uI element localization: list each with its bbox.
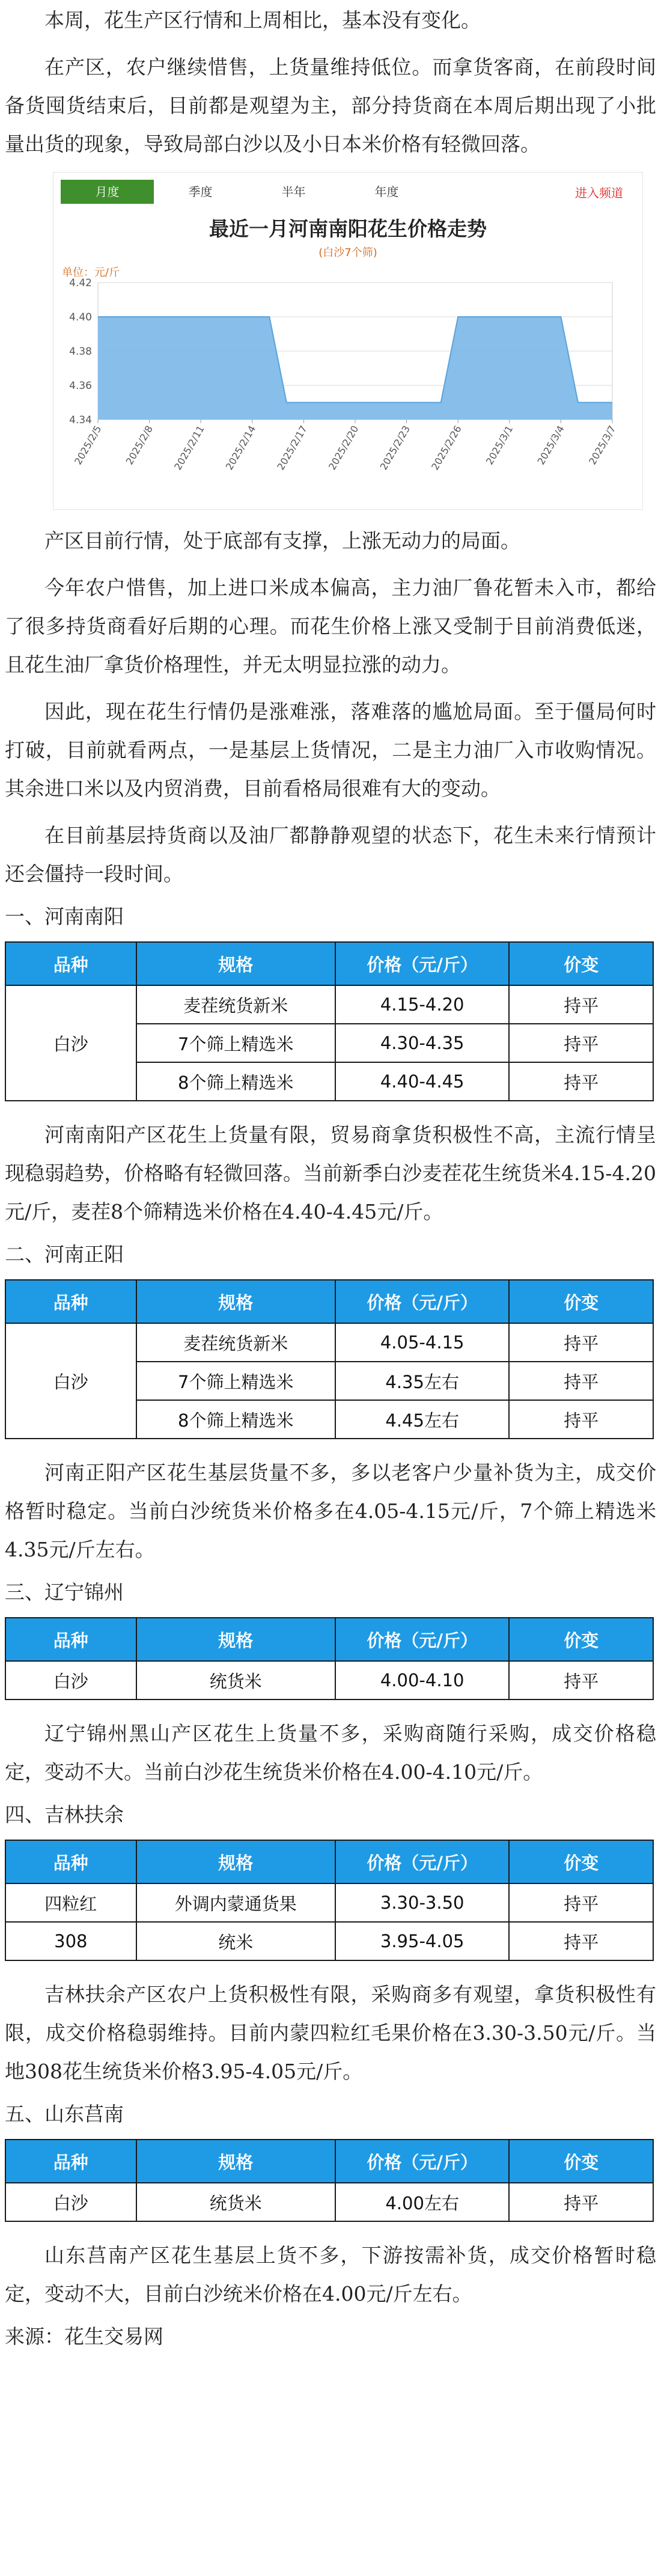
x-tick-label: 2025/3/1: [483, 423, 516, 467]
region-title: 二、河南正阳: [5, 1243, 124, 1266]
analysis-paragraph-4: 在目前基层持货商以及油厂都静静观望的状态下，花生未来行情预计还会僵持一段时间。: [5, 824, 656, 886]
change-cell: 持平: [509, 1400, 653, 1439]
analysis-paragraph-2: 今年农户惜售，加上进口米成本偏高，主力油厂鲁花暂未入市，都给了很多持货商看好后期的心理。而花生价格上涨又受制于目前消费低迷，且花生油厂拿货价格理性，并无太明显拉涨的动力。: [5, 576, 656, 676]
variety-cell: 白沙: [5, 2183, 136, 2221]
header-change: 价变: [509, 1280, 653, 1323]
table-row: [5, 1323, 653, 1362]
change-cell: 持平: [509, 2183, 653, 2221]
table-header-row: [5, 1840, 653, 1883]
table-header-row: [5, 1280, 653, 1323]
header-spec: 规格: [136, 1840, 335, 1883]
region-title: 一、河南南阳: [5, 905, 124, 928]
variety-cell: 白沙: [5, 1323, 136, 1439]
price-chart-widget: [53, 172, 643, 510]
spec-cell: 统货米: [136, 2183, 335, 2221]
y-tick-label: 4.40: [69, 311, 92, 323]
variety-cell: 四粒红: [5, 1883, 136, 1922]
spec-cell: 麦茬统货新米: [136, 985, 335, 1024]
spec-cell: 7个筛上精选米: [136, 1362, 335, 1400]
table-row: [5, 1922, 653, 1960]
price-table: [5, 1279, 654, 1439]
change-cell: 持平: [509, 1323, 653, 1362]
price-cell: 4.35左右: [335, 1362, 510, 1400]
header-change: 价变: [509, 1840, 653, 1883]
tab-quarterly[interactable]: 季度: [188, 185, 213, 199]
change-cell: 持平: [509, 1024, 653, 1062]
table-row: [5, 1661, 653, 1699]
variety-cell: 白沙: [5, 1661, 136, 1699]
header-spec: 规格: [136, 1280, 335, 1323]
intro-paragraph-2: 在产区，农户继续惜售，上货量维持低位。而拿货客商，在前段时间备货囤货结束后，目前都是观望为主，部分持货商在本周后期出现了小批量出货的现象，导致局部白沙以及小日本米价格有轻微回落。: [5, 55, 656, 156]
price-table: [5, 1840, 654, 1961]
variety-cell: 白沙: [5, 985, 136, 1101]
article: [0, 1, 661, 2352]
y-tick-label: 4.34: [69, 414, 92, 426]
table-row: [5, 2183, 653, 2221]
x-tick-label: 2025/2/26: [429, 423, 464, 473]
y-tick-label: 4.36: [69, 380, 92, 392]
change-cell: 持平: [509, 1661, 653, 1699]
x-tick-label: 2025/2/14: [223, 423, 258, 473]
header-spec: 规格: [136, 1618, 335, 1661]
enter-channel-link[interactable]: 进入频道: [575, 185, 623, 200]
x-tick-label: 2025/2/17: [275, 423, 309, 473]
tab-yearly[interactable]: 年度: [374, 185, 399, 199]
spec-cell: 8个筛上精选米: [136, 1400, 335, 1439]
x-tick-label: 2025/2/23: [377, 423, 413, 473]
header-price: 价格（元/斤）: [335, 2140, 510, 2183]
tab-half-year[interactable]: 半年: [281, 185, 306, 199]
header-variety: 品种: [5, 2140, 136, 2183]
period-tabs: [53, 173, 642, 205]
source-line: 来源：花生交易网: [5, 2325, 163, 2348]
region-title: 五、山东莒南: [5, 2102, 124, 2126]
chart-subtitle: (白沙7个筛): [318, 246, 377, 259]
region-description: 辽宁锦州黑山产区花生上货量不多，采购商随行采购，成交价格稳定，变动不大。当前白沙花生统货米价格在4.00-4.10元/斤。: [5, 1722, 656, 1784]
spec-cell: 8个筛上精选米: [136, 1062, 335, 1101]
header-variety: 品种: [5, 942, 136, 985]
variety-cell: 308: [5, 1922, 136, 1960]
x-tick-label: 2025/3/4: [535, 423, 567, 467]
spec-cell: 7个筛上精选米: [136, 1024, 335, 1062]
table-row: [5, 985, 653, 1024]
header-price: 价格（元/斤）: [335, 942, 510, 985]
region-description: 河南正阳产区花生基层货量不多，多以老客户少量补货为主，成交价格暂时稳定。当前白沙统货米价格多在4.05-4.15元/斤，7个筛上精选米4.35元/斤左右。: [5, 1461, 656, 1561]
header-change: 价变: [509, 942, 653, 985]
x-tick-label: 2025/2/8: [123, 423, 156, 467]
price-cell: 4.00左右: [335, 2183, 510, 2221]
price-area-chart: [53, 278, 642, 509]
change-cell: 持平: [509, 1922, 653, 1960]
table-row: [5, 1883, 653, 1922]
chart-title: 最近一月河南南阳花生价格走势: [209, 217, 487, 240]
region-title: 四、吉林扶余: [5, 1803, 124, 1826]
spec-cell: 统米: [136, 1922, 335, 1960]
change-cell: 持平: [509, 1883, 653, 1922]
x-tick-label: 2025/2/5: [72, 423, 104, 467]
header-price: 价格（元/斤）: [335, 1618, 510, 1661]
y-tick-label: 4.38: [69, 346, 92, 358]
x-tick-label: 2025/2/20: [326, 423, 361, 473]
price-cell: 4.00-4.10: [335, 1661, 510, 1699]
price-cell: 4.05-4.15: [335, 1323, 510, 1362]
region-description: 山东莒南产区花生基层上货不多，下游按需补货，成交价格暂时稳定，变动不大，目前白沙统米价格在4.00元/斤左右。: [5, 2244, 656, 2305]
analysis-paragraph-1: 产区目前行情，处于底部有支撑，上涨无动力的局面。: [44, 529, 520, 552]
region-description: 吉林扶余产区农户上货积极性有限，采购商多有观望，拿货积极性有限，成交价格稳弱维持。目前内蒙四粒红毛果价格在3.30-3.50元/斤。当地308花生统货米价格3.95-4.05元/斤。: [5, 1983, 656, 2083]
price-cell: 4.40-4.45: [335, 1062, 510, 1101]
header-change: 价变: [509, 2140, 653, 2183]
header-change: 价变: [509, 1618, 653, 1661]
header-variety: 品种: [5, 1618, 136, 1661]
table-header-row: [5, 1618, 653, 1661]
price-cell: 4.45左右: [335, 1400, 510, 1439]
intro-paragraph-1: 本周，花生产区行情和上周相比，基本没有变化。: [44, 8, 481, 32]
price-table: [5, 2139, 654, 2222]
y-tick-label: 4.42: [69, 278, 92, 289]
region-title: 三、辽宁锦州: [5, 1580, 124, 1604]
header-price: 价格（元/斤）: [335, 1840, 510, 1883]
tab-monthly[interactable]: 月度: [61, 180, 154, 204]
price-cell: 3.95-4.05: [335, 1922, 510, 1960]
analysis-paragraph-3: 因此，现在花生行情仍是涨难涨，落难落的尴尬局面。至于僵局何时打破，目前就看两点，一是基层上货情况，二是主力油厂入市收购情况。其余进口米以及内贸消费，目前看格局很难有大的变动。: [5, 700, 656, 800]
header-variety: 品种: [5, 1280, 136, 1323]
price-table: [5, 941, 654, 1101]
price-cell: 3.30-3.50: [335, 1883, 510, 1922]
header-spec: 规格: [136, 942, 335, 985]
header-variety: 品种: [5, 1840, 136, 1883]
change-cell: 持平: [509, 1362, 653, 1400]
spec-cell: 麦茬统货新米: [136, 1323, 335, 1362]
price-cell: 4.30-4.35: [335, 1024, 510, 1062]
region-description: 河南南阳产区花生上货量有限，贸易商拿货积极性不高，主流行情呈现稳弱趋势，价格略有轻微回落。当前新季白沙麦茬花生统货米4.15-4.20元/斤，麦茬8个筛精选米价格在4.40-4.45元/斤。: [5, 1123, 656, 1223]
spec-cell: 外调内蒙通货果: [136, 1883, 335, 1922]
spec-cell: 统货米: [136, 1661, 335, 1699]
chart-unit-label: 单位：元/斤: [62, 266, 120, 279]
x-tick-label: 2025/3/7: [586, 423, 618, 467]
price-cell: 4.15-4.20: [335, 985, 510, 1024]
x-tick-label: 2025/2/11: [172, 423, 207, 473]
change-cell: 持平: [509, 1062, 653, 1101]
price-table: [5, 1617, 654, 1700]
table-header-row: [5, 942, 653, 985]
table-header-row: [5, 2140, 653, 2183]
change-cell: 持平: [509, 985, 653, 1024]
header-price: 价格（元/斤）: [335, 1280, 510, 1323]
header-spec: 规格: [136, 2140, 335, 2183]
